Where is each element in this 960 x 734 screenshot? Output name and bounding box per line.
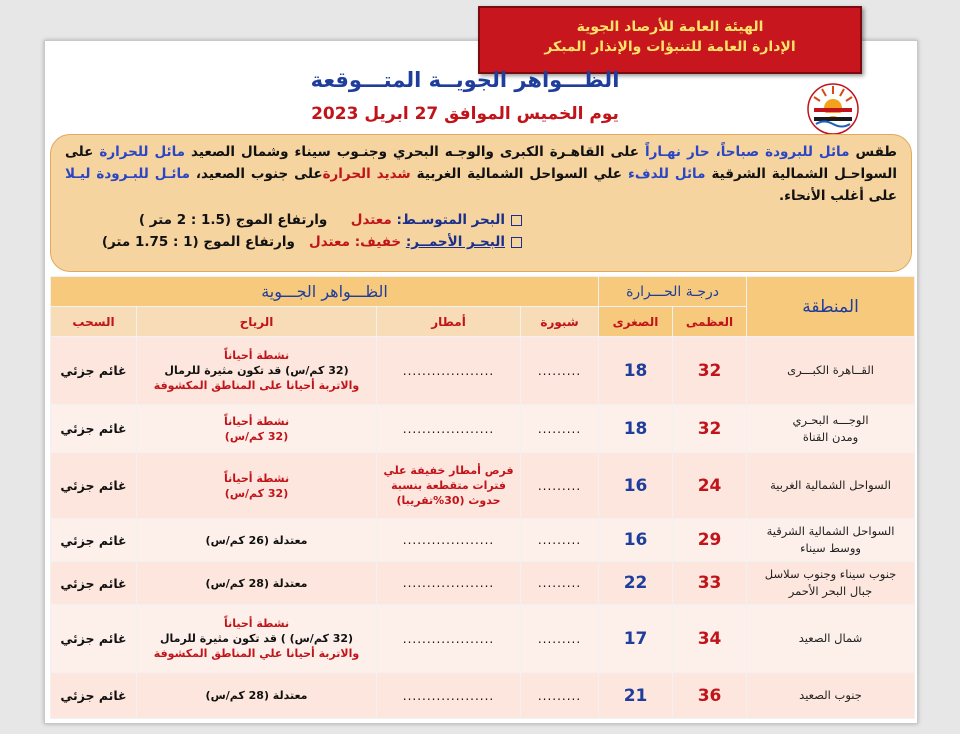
sea-conditions bbox=[65, 209, 897, 253]
region-cell bbox=[747, 562, 915, 605]
region-name: جنوب الصعيد bbox=[799, 688, 862, 702]
max-temp: 29 bbox=[673, 519, 747, 562]
max-temp: 33 bbox=[673, 562, 747, 605]
fog-cell: ......... bbox=[521, 337, 599, 405]
rain-cell: ................... bbox=[377, 519, 521, 562]
region-name-2: جبال البحر الأحمر bbox=[788, 584, 873, 598]
max-temp: 36 bbox=[673, 673, 747, 719]
summary-part: على السواحـل الشمالية الشرقية bbox=[65, 144, 897, 182]
region-name: الوجـــه البحـري bbox=[792, 412, 869, 427]
region-name-2: ومدن القناة bbox=[802, 429, 859, 444]
summary-part: على جنوب الصعيد، bbox=[189, 166, 323, 182]
banner-line-1: الهيئة العامة للأرصاد الجوية bbox=[576, 19, 764, 35]
wave-height: (1.5 : 2 متر ) bbox=[138, 212, 232, 228]
wind-line: نشطة أحياناً bbox=[223, 617, 290, 630]
summary-highlight: مائل للبرودة صباحاً، حار نهـاراً bbox=[644, 144, 850, 160]
region-name: السواحل الشمالية الغربية bbox=[770, 478, 891, 492]
wind-cell bbox=[137, 337, 377, 405]
fog-cell: ......... bbox=[521, 673, 599, 719]
min-temp: 16 bbox=[599, 519, 673, 562]
fog-cell: ......... bbox=[521, 605, 599, 673]
max-temp: 32 bbox=[673, 405, 747, 453]
rain-cell: ................... bbox=[377, 562, 521, 605]
cloud-header: السحب bbox=[51, 307, 137, 337]
sea-name: البحر المتوسـط: bbox=[396, 212, 505, 228]
cloud-cell: غائم جزئي bbox=[51, 453, 137, 519]
wind-line: والاتربة أحيانا على المناطق المكشوفة bbox=[153, 379, 360, 392]
table-row bbox=[51, 562, 915, 605]
region-name: جنوب سيناء وجنوب سلاسل bbox=[764, 567, 897, 581]
min-temp: 22 bbox=[599, 562, 673, 605]
rain-cell: ................... bbox=[377, 337, 521, 405]
region-cell bbox=[747, 405, 915, 453]
table-row bbox=[51, 337, 915, 405]
fog-cell: ......... bbox=[521, 453, 599, 519]
sea-state: خفيف: معتدل bbox=[309, 234, 402, 250]
rain-line: فرص أمطار خفيفة علي bbox=[383, 464, 514, 477]
min-header: الصغرى bbox=[599, 307, 673, 337]
table-row bbox=[51, 519, 915, 562]
sea-mediterranean bbox=[65, 209, 522, 231]
rain-cell: ................... bbox=[377, 405, 521, 453]
region-name: القــاهرة الكبـــرى bbox=[787, 363, 874, 377]
phenomena-header: الظـــواهر الجـــوية bbox=[51, 277, 599, 307]
temperature-header: درجـة الحـــرارة bbox=[599, 277, 747, 307]
sea-state: معتدل bbox=[350, 212, 392, 228]
rain-header: أمطار bbox=[377, 307, 521, 337]
wave-label: وارتفاع الموج bbox=[203, 234, 295, 250]
cloud-cell: غائم جزئي bbox=[51, 405, 137, 453]
wind-cell bbox=[137, 405, 377, 453]
max-temp: 24 bbox=[673, 453, 747, 519]
rain-cell: ................... bbox=[377, 605, 521, 673]
min-temp: 21 bbox=[599, 673, 673, 719]
table-row bbox=[51, 453, 915, 519]
rain-cell: ................... bbox=[377, 673, 521, 719]
wave-height: (1 : 1.75 متر) bbox=[101, 234, 199, 250]
forecast-table bbox=[50, 276, 915, 719]
summary-part: على أغلب الأنحاء. bbox=[778, 188, 897, 204]
wind-header: الرياح bbox=[137, 307, 377, 337]
wind-line: (32 كم/س) قد تكون مثيرة للرمال bbox=[164, 364, 349, 377]
summary-part: علي السواحل الشمالية الغربية bbox=[410, 166, 628, 182]
cloud-cell: غائم جزئي bbox=[51, 605, 137, 673]
summary-highlight: مائـل للبـرودة ليـلا bbox=[65, 166, 190, 182]
wind-line: نشطة أحياناً bbox=[223, 414, 290, 428]
cloud-cell: غائم جزئي bbox=[51, 562, 137, 605]
wind-cell bbox=[137, 605, 377, 673]
wind-line: والاتربة أحيانا علي المناطق المكشوفة bbox=[153, 647, 360, 660]
wind-line: نشطة أحياناً bbox=[223, 471, 290, 485]
wind-cell bbox=[137, 453, 377, 519]
region-cell bbox=[747, 337, 915, 405]
summary-part: طقس bbox=[849, 144, 898, 160]
rain-cell bbox=[377, 453, 521, 519]
min-temp: 17 bbox=[599, 605, 673, 673]
table-row bbox=[51, 605, 915, 673]
region-cell bbox=[747, 453, 915, 519]
fog-cell: ......... bbox=[521, 405, 599, 453]
summary-highlight: مائل للحرارة bbox=[99, 144, 186, 160]
fog-header: شبورة bbox=[521, 307, 599, 337]
cloud-cell: غائم جزئي bbox=[51, 673, 137, 719]
cloud-cell: غائم جزئي bbox=[51, 519, 137, 562]
min-temp: 18 bbox=[599, 405, 673, 453]
wind-line: (32 كم/س) ) قد تكون مثيرة للرمال bbox=[159, 632, 354, 645]
region-name: شمال الصعيد bbox=[798, 631, 863, 645]
summary-highlight: شديد الحرارة bbox=[322, 166, 411, 182]
region-header: المنطقة bbox=[747, 277, 915, 337]
cloud-cell: غائم جزئي bbox=[51, 337, 137, 405]
fog-cell: ......... bbox=[521, 519, 599, 562]
wind-cell: معتدلة (26 كم/س) bbox=[137, 519, 377, 562]
wind-cell: معتدلة (28 كم/س) bbox=[137, 562, 377, 605]
wind-line: (32 كم/س) bbox=[224, 429, 289, 443]
checkbox-icon bbox=[511, 237, 522, 248]
forecast-date: يوم الخميس الموافق 27 ابريل 2023 bbox=[311, 104, 619, 124]
banner-line-2: الإدارة العامة للتنبؤات والإنذار المبكر bbox=[544, 39, 796, 55]
authority-banner bbox=[478, 6, 862, 74]
min-temp: 16 bbox=[599, 453, 673, 519]
sea-red bbox=[65, 231, 522, 253]
region-cell bbox=[747, 605, 915, 673]
rain-line: حدوث (30%تقريبا) bbox=[396, 494, 501, 507]
rain-line: فترات متقطعة بنسبة bbox=[391, 479, 506, 492]
meteorology-logo bbox=[806, 82, 860, 136]
summary-text bbox=[65, 141, 897, 207]
min-temp: 18 bbox=[599, 337, 673, 405]
wind-line: نشطة أحياناً bbox=[223, 349, 290, 362]
checkbox-icon bbox=[511, 215, 522, 226]
weather-summary bbox=[50, 134, 912, 272]
region-cell bbox=[747, 673, 915, 719]
region-name: السواحل الشمالية الشرقية bbox=[766, 524, 895, 538]
wave-label: وارتفاع الموج bbox=[235, 212, 328, 228]
region-cell bbox=[747, 519, 915, 562]
wind-line: (32 كم/س) bbox=[224, 486, 289, 500]
table-row bbox=[51, 405, 915, 453]
table-row bbox=[51, 673, 915, 719]
max-header: العظمى bbox=[673, 307, 747, 337]
page-title: الظـــواهر الجويــة المتـــوقعة bbox=[310, 68, 620, 92]
fog-cell: ......... bbox=[521, 562, 599, 605]
max-temp: 34 bbox=[673, 605, 747, 673]
wind-cell: معتدلة (28 كم/س) bbox=[137, 673, 377, 719]
summary-highlight: مائل للدفء bbox=[628, 166, 706, 182]
summary-part: على القاهـرة الكبرى والوجـه البحري وجنـوب سيناء وشمال الصعيد bbox=[185, 144, 645, 160]
max-temp: 32 bbox=[673, 337, 747, 405]
region-name-2: ووسط سيناء bbox=[800, 541, 861, 555]
sea-name: البحـر الأحمــر: bbox=[405, 234, 505, 250]
